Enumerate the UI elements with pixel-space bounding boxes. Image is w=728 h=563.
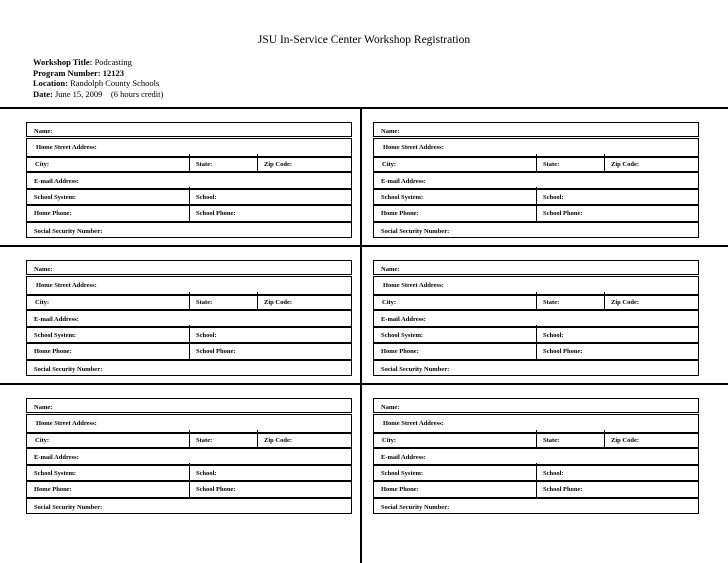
field-divider xyxy=(604,154,605,172)
city-label[interactable]: City: xyxy=(382,161,397,168)
program-number-row xyxy=(33,68,163,79)
location-value: Randolph County Schools xyxy=(70,78,160,88)
city-label[interactable]: City: xyxy=(35,437,50,444)
address-label: Home Street Address: xyxy=(383,144,444,151)
zip-label[interactable]: Zip Code: xyxy=(611,161,639,168)
school-phone-label[interactable]: School Phone: xyxy=(196,348,236,355)
zip-label[interactable]: Zip Code: xyxy=(264,299,292,306)
email-label: E-mail Address: xyxy=(381,454,426,461)
date-row xyxy=(33,89,163,100)
zip-label[interactable]: Zip Code: xyxy=(264,161,292,168)
home-phone-label[interactable]: Home Phone: xyxy=(381,486,419,493)
school-system-label[interactable]: School System: xyxy=(381,194,424,201)
state-label[interactable]: State: xyxy=(196,299,213,306)
phone-row xyxy=(26,205,352,222)
name-field[interactable] xyxy=(373,398,699,413)
date-label: Date: xyxy=(33,88,53,99)
name-field[interactable] xyxy=(26,398,352,413)
location-label: Location: xyxy=(33,78,68,88)
ssn-label: Social Security Number: xyxy=(34,504,103,511)
field-divider xyxy=(189,430,190,448)
name-label: Name: xyxy=(381,128,400,135)
location-row xyxy=(33,78,163,89)
workshop-title-row xyxy=(33,57,163,68)
school-system-label[interactable]: School System: xyxy=(34,194,77,201)
phone-row xyxy=(373,481,699,498)
field-divider xyxy=(604,430,605,448)
field-divider xyxy=(536,292,537,310)
state-label[interactable]: State: xyxy=(196,437,213,444)
school-label[interactable]: School: xyxy=(196,194,217,201)
city-state-zip-row xyxy=(373,294,699,310)
field-divider xyxy=(189,341,190,360)
workshop-info xyxy=(33,57,163,99)
zip-label[interactable]: Zip Code: xyxy=(264,437,292,444)
school-label[interactable]: School: xyxy=(196,470,217,477)
email-label: E-mail Address: xyxy=(34,316,79,323)
school-system-label[interactable]: School System: xyxy=(34,332,77,339)
email-label: E-mail Address: xyxy=(34,454,79,461)
email-label: E-mail Address: xyxy=(381,316,426,323)
school-phone-label[interactable]: School Phone: xyxy=(543,210,583,217)
divider-middle xyxy=(0,245,728,247)
school-system-label[interactable]: School System: xyxy=(381,332,424,339)
zip-label[interactable]: Zip Code: xyxy=(611,437,639,444)
state-label[interactable]: State: xyxy=(543,437,560,444)
name-field[interactable] xyxy=(373,122,699,137)
field-divider xyxy=(536,154,537,172)
home-phone-label[interactable]: Home Phone: xyxy=(34,486,72,493)
state-label[interactable]: State: xyxy=(196,161,213,168)
ssn-label: Social Security Number: xyxy=(381,504,450,511)
school-label[interactable]: School: xyxy=(196,332,217,339)
program-number-value: 12123 xyxy=(102,67,124,78)
phone-row xyxy=(373,205,699,222)
city-label[interactable]: City: xyxy=(35,299,50,306)
ssn-field[interactable] xyxy=(373,360,699,376)
school-system-label[interactable]: School System: xyxy=(34,470,77,477)
ssn-field[interactable] xyxy=(26,360,352,376)
address-label: Home Street Address: xyxy=(383,420,444,427)
address-label: Home Street Address: xyxy=(36,420,97,427)
field-divider xyxy=(189,154,190,172)
name-label: Name: xyxy=(381,404,400,411)
city-state-zip-row xyxy=(373,432,699,448)
school-system-label[interactable]: School System: xyxy=(381,470,424,477)
program-number-label: Program Number: xyxy=(33,67,101,78)
state-label[interactable]: State: xyxy=(543,161,560,168)
name-label: Name: xyxy=(34,404,53,411)
workshop-title-value: Podcasting xyxy=(94,57,132,67)
phone-row xyxy=(373,343,699,360)
ssn-field[interactable] xyxy=(373,498,699,514)
name-label: Name: xyxy=(34,266,53,273)
city-state-zip-row xyxy=(26,156,352,172)
ssn-label: Social Security Number: xyxy=(34,228,103,235)
ssn-label: Social Security Number: xyxy=(381,366,450,373)
field-divider xyxy=(257,430,258,448)
city-state-zip-row xyxy=(26,294,352,310)
home-phone-label[interactable]: Home Phone: xyxy=(34,210,72,217)
divider-top xyxy=(0,107,728,109)
state-label[interactable]: State: xyxy=(543,299,560,306)
school-label[interactable]: School: xyxy=(543,332,564,339)
workshop-title-label: Workshop Title: xyxy=(33,57,93,67)
home-phone-label[interactable]: Home Phone: xyxy=(381,210,419,217)
home-phone-label[interactable]: Home Phone: xyxy=(381,348,419,355)
name-field[interactable] xyxy=(373,260,699,275)
name-field[interactable] xyxy=(26,122,352,137)
divider-vertical xyxy=(360,107,362,563)
field-divider xyxy=(189,203,190,222)
ssn-field[interactable] xyxy=(26,498,352,514)
city-label[interactable]: City: xyxy=(382,437,397,444)
field-divider xyxy=(189,292,190,310)
city-label[interactable]: City: xyxy=(35,161,50,168)
school-phone-label[interactable]: School Phone: xyxy=(196,210,236,217)
field-divider xyxy=(257,154,258,172)
page-title: JSU In-Service Center Workshop Registration xyxy=(257,34,471,46)
field-divider xyxy=(536,203,537,222)
field-divider xyxy=(257,292,258,310)
name-field[interactable] xyxy=(26,260,352,275)
phone-row xyxy=(26,343,352,360)
address-label: Home Street Address: xyxy=(36,282,97,289)
date-value: June 15, 2009 (6 hours credit) xyxy=(54,88,164,99)
city-label[interactable]: City: xyxy=(382,299,397,306)
zip-label[interactable]: Zip Code: xyxy=(611,299,639,306)
city-state-zip-row xyxy=(373,156,699,172)
school-phone-label[interactable]: School Phone: xyxy=(543,486,583,493)
ssn-label: Social Security Number: xyxy=(34,366,103,373)
city-state-zip-row xyxy=(26,432,352,448)
ssn-field[interactable] xyxy=(373,222,699,238)
field-divider xyxy=(536,430,537,448)
name-label: Name: xyxy=(34,128,53,135)
address-label: Home Street Address: xyxy=(383,282,444,289)
school-label[interactable]: School: xyxy=(543,470,564,477)
address-label: Home Street Address: xyxy=(36,144,97,151)
field-divider xyxy=(536,341,537,360)
school-label[interactable]: School: xyxy=(543,194,564,201)
phone-row xyxy=(26,481,352,498)
field-divider xyxy=(604,292,605,310)
home-phone-label[interactable]: Home Phone: xyxy=(34,348,72,355)
field-divider xyxy=(189,479,190,498)
divider-lower xyxy=(0,383,728,385)
email-label: E-mail Address: xyxy=(381,178,426,185)
school-phone-label[interactable]: School Phone: xyxy=(196,486,236,493)
ssn-label: Social Security Number: xyxy=(381,228,450,235)
ssn-field[interactable] xyxy=(26,222,352,238)
school-phone-label[interactable]: School Phone: xyxy=(543,348,583,355)
field-divider xyxy=(536,479,537,498)
name-label: Name: xyxy=(381,266,400,273)
email-label: E-mail Address: xyxy=(34,178,79,185)
